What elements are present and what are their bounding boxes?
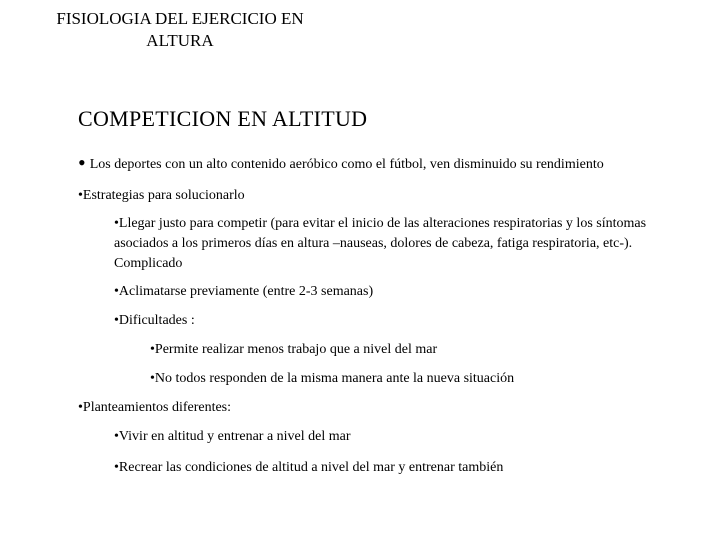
intro-item [78, 150, 604, 175]
approach-item-1: •Vivir en altitud y entrenar a nivel del mar [114, 429, 351, 444]
document-header [30, 8, 330, 52]
section-title: COMPETICION EN ALTITUD [78, 106, 368, 131]
difficulties-heading: •Dificultades : [114, 313, 195, 328]
strategy-item-1: •Llegar justo para competir (para evitar el inicio de las alteraciones respiratorias y los síntomas asociados a los primeros días en altura –nauseas, dolores de cabeza, fatiga respiratoria, etc-). Complicado [114, 216, 647, 271]
header-title-line-1: FISIOLOGIA DEL EJERCICIO EN [56, 9, 304, 28]
intro-text: Los deportes con un alto contenido aeróbico como el fútbol, ven disminuido su rendimiento [89, 157, 604, 172]
strategy-item-2: •Aclimatarse previamente (entre 2-3 semanas) [114, 284, 374, 299]
strategies-heading: •Estrategias para solucionarlo [78, 188, 245, 203]
approaches-heading: •Planteamientos diferentes: [78, 400, 232, 415]
header-title-line-2: ALTURA [146, 31, 214, 50]
difficulty-item-1: •Permite realizar menos trabajo que a nivel del mar [150, 342, 438, 357]
intro-bullet: • [78, 150, 86, 175]
difficulty-item-2: •No todos responden de la misma manera ante la nueva situación [150, 371, 515, 386]
approach-item-2: •Recrear las condiciones de altitud a nivel del mar y entrenar también [114, 460, 504, 475]
